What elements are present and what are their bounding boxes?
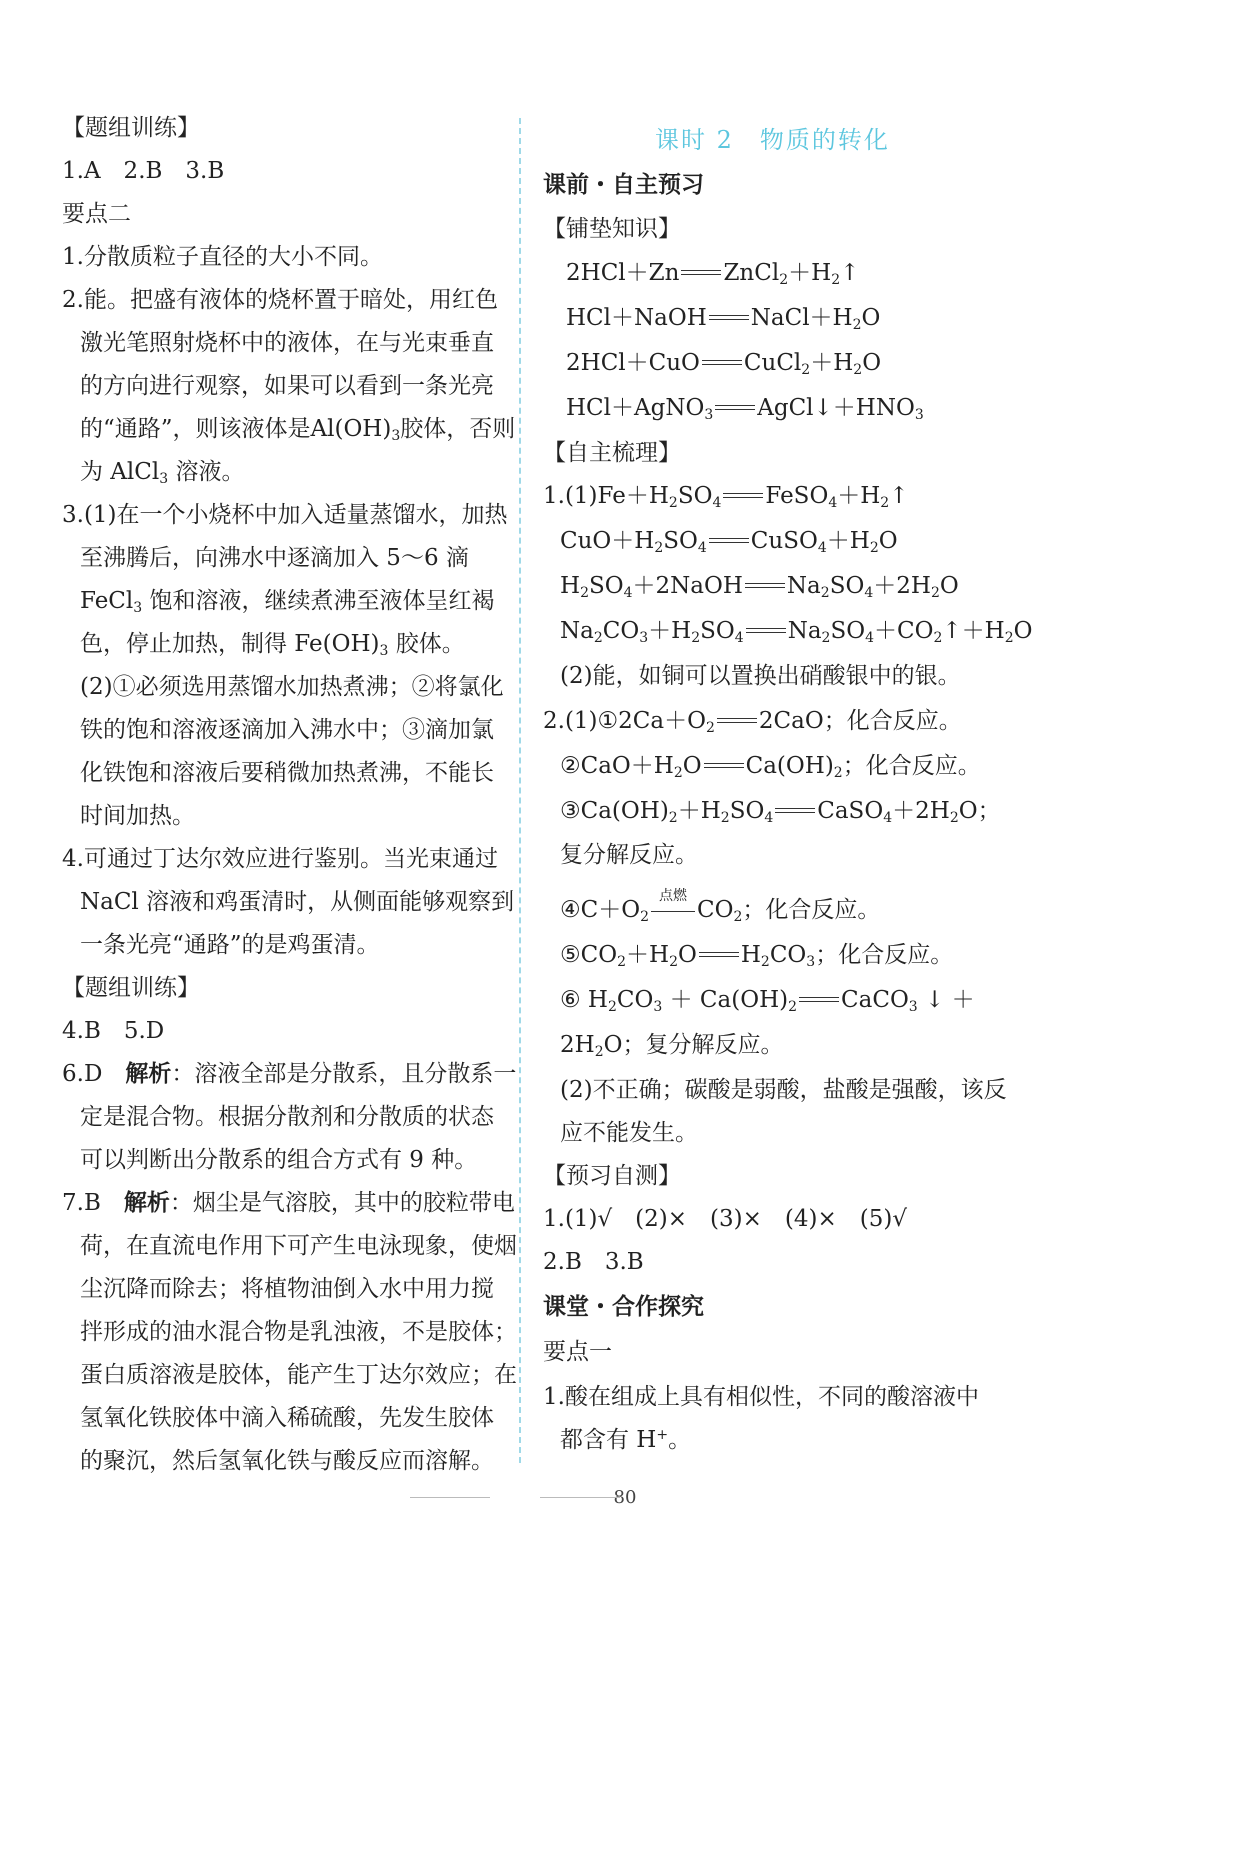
- item-1-part-2: (2)能，如铜可以置换出硝酸银中的银。: [560, 663, 961, 689]
- test-answers-2: 2.B 3.B: [543, 1249, 644, 1275]
- page-number: 80: [613, 1487, 637, 1508]
- equation-h2co3-caoh2: ⑥ $H_2CO_3 + Ca(OH)_2$ CaCO$_3$ ↓ ＋: [560, 987, 975, 1015]
- point-one-heading: 要点一: [543, 1339, 612, 1365]
- point-two-heading: 要点二: [62, 201, 131, 227]
- item-7-line-3: 尘沉降而除去；将植物油倒入水中用力搅: [80, 1276, 494, 1302]
- equation-na2co3-h2so4: $Na_2CO_3+H_2SO_4$ $Na_2SO_4+CO_2↑+H_2O$: [560, 618, 1033, 646]
- item-3-line-4: 色，停止加热，制得 $Fe(OH)_3$ 胶体。: [80, 631, 465, 659]
- equation-hcl-zn: 2HCl＋Zn $ZnCl_2+H_2↑$: [566, 260, 860, 288]
- item-7-line-2: 荷，在直流电作用下可产生电泳现象，使烟: [80, 1233, 517, 1259]
- item-7-line-7: 的聚沉，然后氢氧化铁与酸反应而溶解。: [80, 1448, 494, 1474]
- equation-c-o2: $④C+O_2$ 点燃 $CO_2$；化合反应。: [560, 887, 881, 925]
- test-answers-1: 1.(1)√ (2)× (3)× (4)× (5)√: [543, 1206, 907, 1232]
- item-2-line-1: 2.能。把盛有液体的烧杯置于暗处，用红色: [62, 287, 498, 313]
- equation-ca-o2: $2.(1)①2Ca+O_2$ 2CaO；化合反应。: [543, 708, 962, 736]
- item-3-line-2: 至沸腾后，向沸水中逐滴加入 5～6 滴: [80, 545, 469, 571]
- item-7-line-4: 拌形成的油水混合物是乳浊液，不是胶体；: [80, 1319, 517, 1345]
- lesson-title: 课时 2 物质的转化: [655, 126, 890, 154]
- item-2-line-2: 激光笔照射烧杯中的液体，在与光束垂直: [80, 330, 494, 356]
- heading-self-summary: 【自主梳理】: [543, 440, 681, 466]
- item-4-line-3: 一条光亮“通路”的是鸡蛋清。: [80, 932, 380, 958]
- item-3-line-1: 3.(1)在一个小烧杯中加入适量蒸馏水，加热: [62, 502, 508, 528]
- item-2-line-4: 的“通路”，则该液体是$Al(OH)_3$胶体，否则: [80, 416, 516, 444]
- item-6-line-2: 定是混合物。根据分散剂和分散质的状态: [80, 1104, 494, 1130]
- column-divider: [519, 118, 521, 1463]
- item-acid-line-2: 都含有 H+。: [560, 1427, 692, 1453]
- item-4-line-1: 4.可通过丁达尔效应进行鉴别。当光束通过: [62, 846, 498, 872]
- item-2-part-2-line-2: 应不能发生。: [560, 1120, 698, 1146]
- footer-rule-right: [540, 1497, 620, 1498]
- heading-preview-test: 【预习自测】: [543, 1163, 681, 1189]
- equation-caoh2-h2so4: $③Ca(OH)_2+H_2SO_4$ $CaSO_4+2H_2O$；: [560, 798, 1001, 826]
- item-3-line-8: 时间加热。: [80, 803, 195, 829]
- answers-4-5: 4.B 5.D: [62, 1018, 165, 1044]
- heading-group-training-1: 【题组训练】: [62, 115, 200, 141]
- section-classroom: 课堂・合作探究: [543, 1294, 704, 1320]
- item-1: 1.分散质粒子直径的大小不同。: [62, 244, 383, 270]
- reaction-type-double-decomposition: 复分解反应。: [560, 842, 698, 868]
- item-3-line-5: (2)①必须选用蒸馏水加热煮沸；②将氯化: [80, 674, 504, 700]
- item-3-line-7: 化铁饱和溶液后要稍微加热煮沸，不能长: [80, 760, 494, 786]
- condition-ignite: 点燃: [659, 887, 687, 904]
- equation-fe-h2so4: $1.(1)Fe+H_2SO_4$ $FeSO_4+H_2↑$: [543, 483, 909, 511]
- item-2-line-5: 为 AlCl$_3$ 溶液。: [80, 459, 245, 487]
- analysis-label: 解析: [125, 1061, 172, 1087]
- section-preview: 课前・自主预习: [543, 172, 704, 198]
- equation-h2so4-naoh: $H_2SO_4+2NaOH$ $Na_2SO_4+2H_2O$: [560, 573, 959, 601]
- item-3-line-6: 铁的饱和溶液逐滴加入沸水中；③滴加氯: [80, 717, 494, 743]
- answers-1-3: 1.A 2.B 3.B: [62, 158, 225, 184]
- heading-background-knowledge: 【铺垫知识】: [543, 216, 681, 242]
- equation-cao-h2o: $②CaO+H_2O$ $Ca(OH)_2$；化合反应。: [560, 753, 981, 781]
- equation-hcl-cuo: 2HCl＋CuO $CuCl_2+H_2O$: [566, 350, 882, 378]
- item-7-line-1: 7.B 解析：烟尘是气溶胶，其中的胶粒带电: [62, 1190, 515, 1216]
- equation-co2-h2o: $⑤CO_2+H_2O$ $H_2CO_3$；化合反应。: [560, 942, 954, 970]
- item-7-line-6: 氢氧化铁胶体中滴入稀硫酸，先发生胶体: [80, 1405, 494, 1431]
- equation-cuo-h2so4: $CuO+H_2SO_4$ $CuSO_4+H_2O$: [560, 528, 898, 556]
- equation-hcl-naoh: HCl＋NaOH $NaCl+H_2O$: [566, 305, 881, 333]
- item-7-line-5: 蛋白质溶液是胶体，能产生丁达尔效应；在: [80, 1362, 517, 1388]
- item-6-line-3: 可以判断出分散系的组合方式有 9 种。: [80, 1147, 478, 1173]
- equation-hcl-agno3: HCl＋AgNO$_3$ $AgCl↓+HNO_3$: [566, 395, 924, 423]
- equation-h2co3-caoh2-end: $2H_2O$；复分解反应。: [560, 1032, 784, 1060]
- item-6-line-1: 6.D 解析：溶液全部是分散系，且分散系一: [62, 1061, 517, 1087]
- analysis-label: 解析: [123, 1190, 170, 1216]
- item-3-line-3: FeCl$_3$ 饱和溶液，继续煮沸至液体呈红褐: [80, 588, 495, 616]
- item-2-line-3: 的方向进行观察，如果可以看到一条光亮: [80, 373, 494, 399]
- item-acid-line-1: 1.酸在组成上具有相似性，不同的酸溶液中: [543, 1384, 979, 1410]
- item-4-line-2: NaCl 溶液和鸡蛋清时，从侧面能够观察到: [80, 889, 515, 915]
- item-2-part-2-line-1: (2)不正确；碳酸是弱酸，盐酸是强酸，该反: [560, 1077, 1007, 1103]
- heading-group-training-2: 【题组训练】: [62, 975, 200, 1001]
